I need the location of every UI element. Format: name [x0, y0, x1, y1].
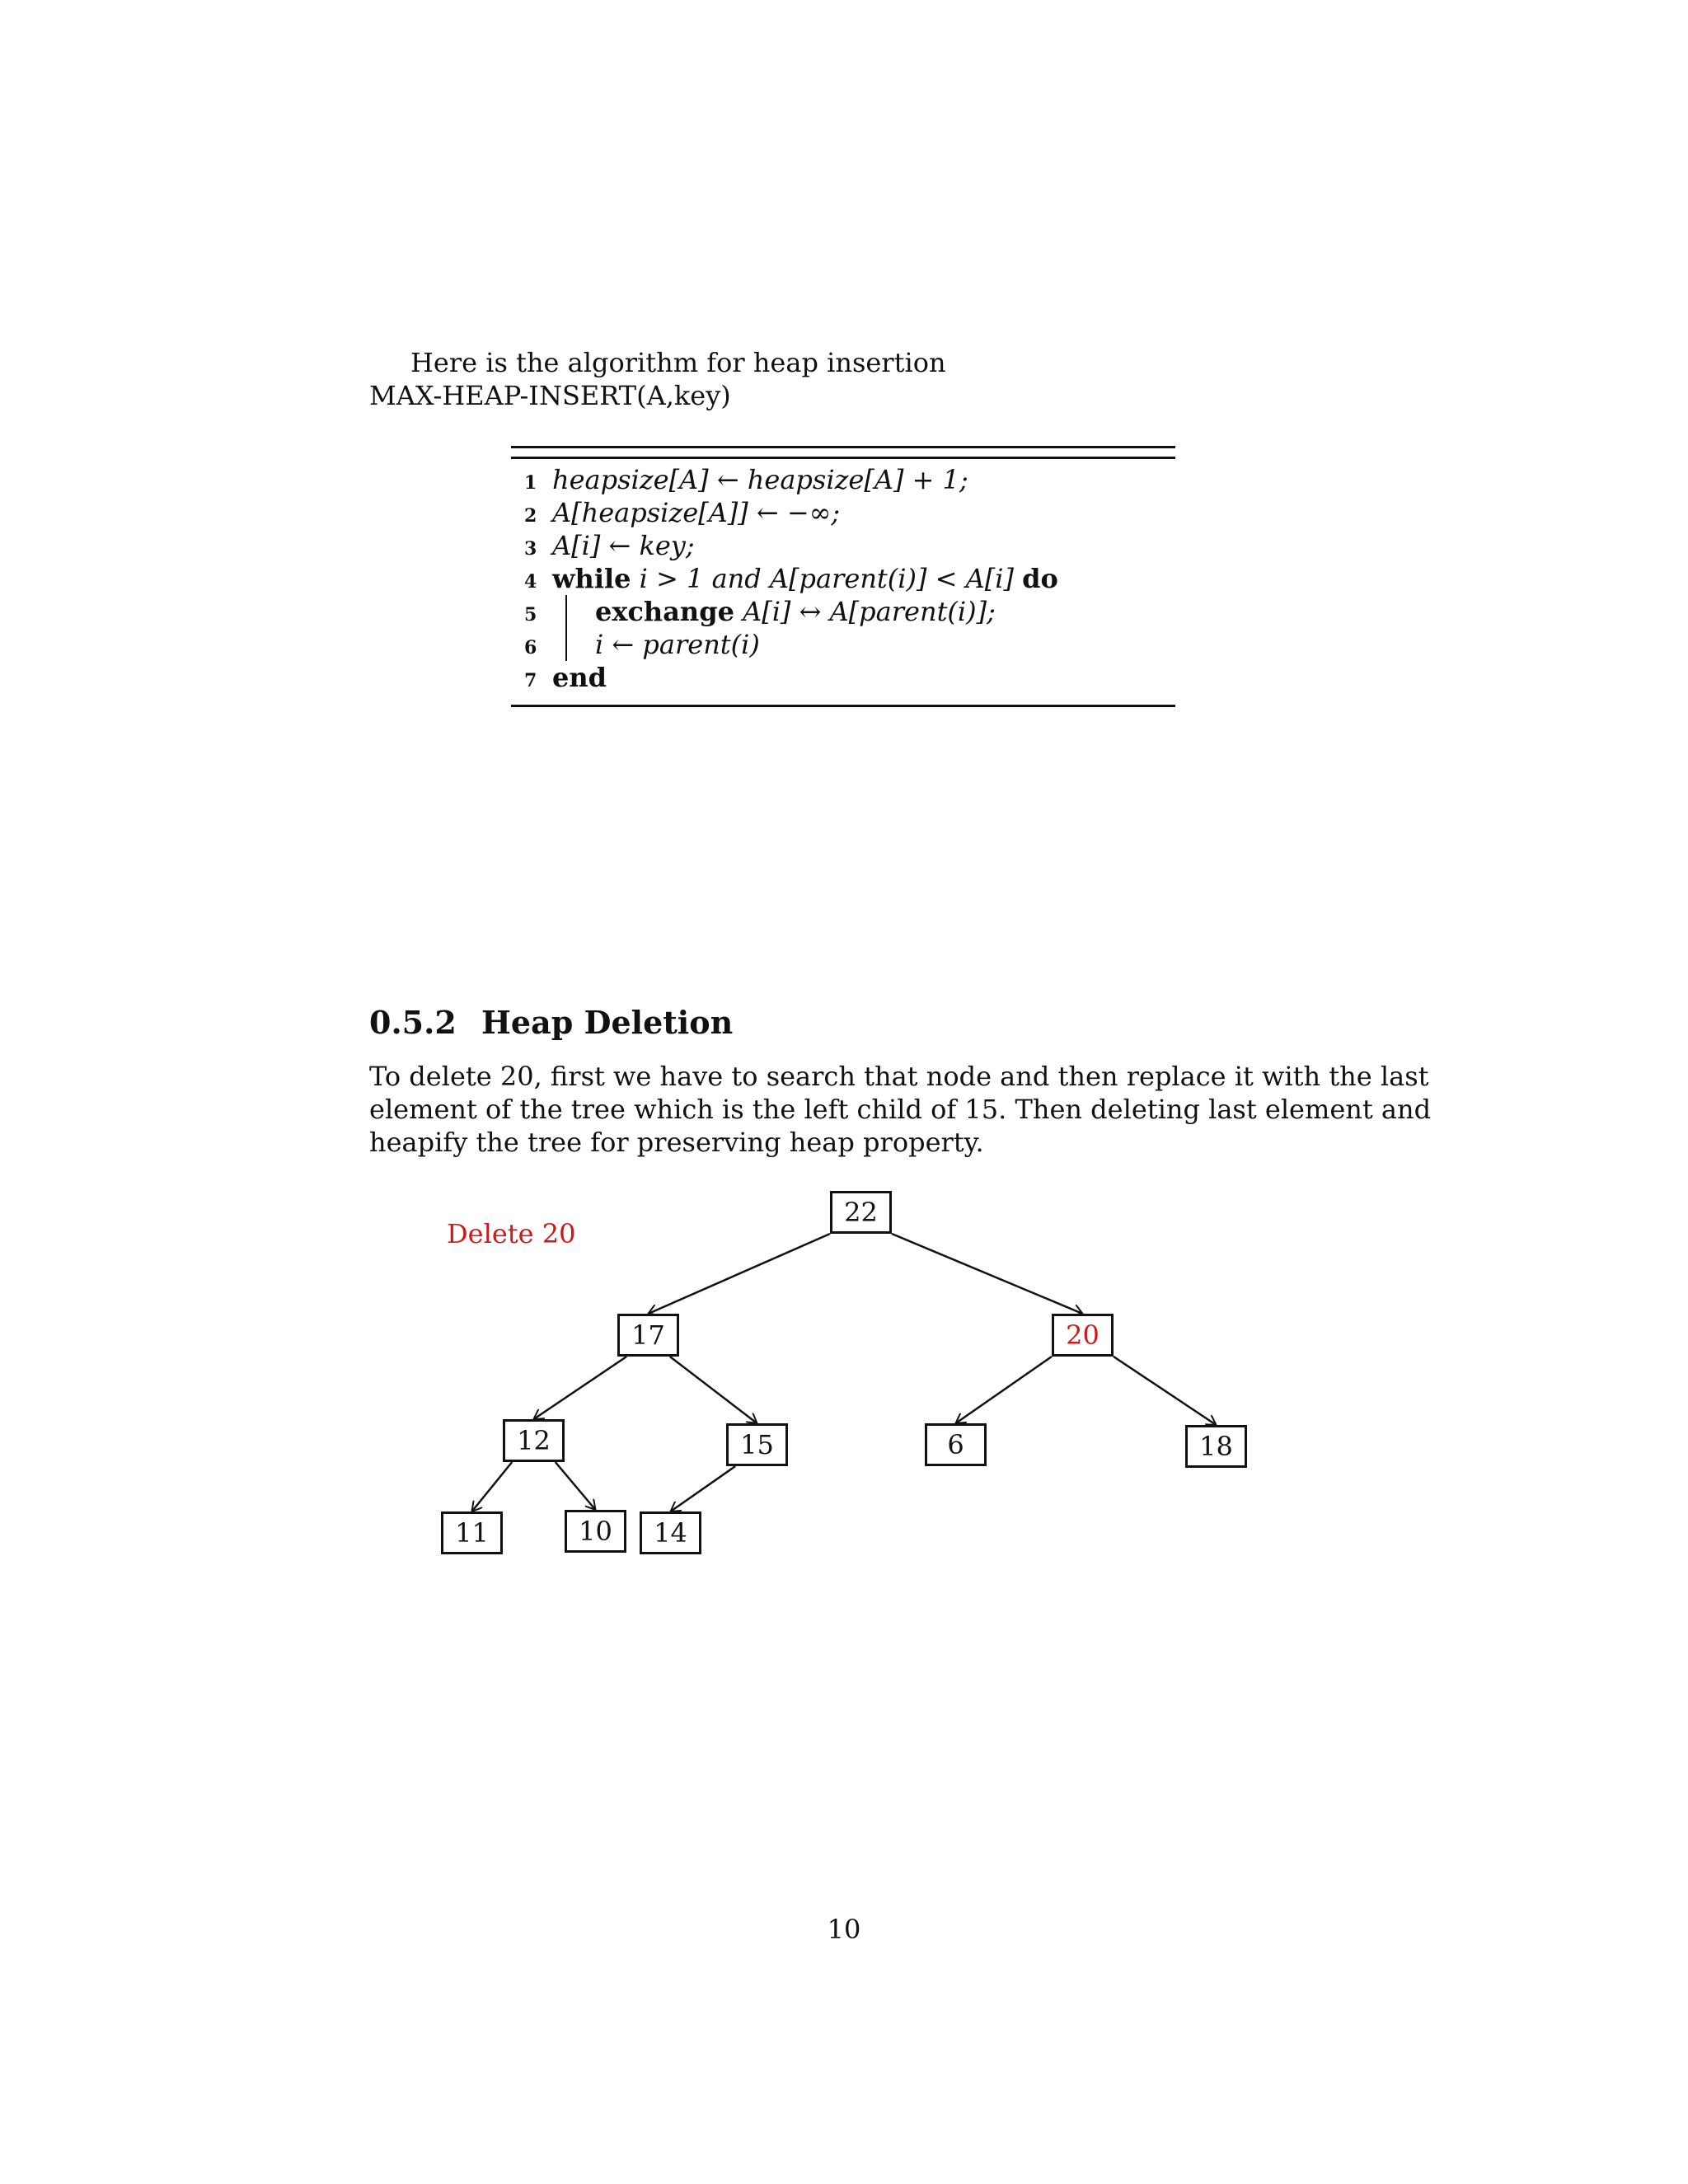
tree-node	[925, 1423, 987, 1466]
tree-node	[503, 1419, 565, 1462]
intro-line-2: MAX-HEAP-INSERT(A,key)	[369, 380, 731, 411]
line-code: i ← parent(i)	[595, 629, 760, 660]
node-value: 10	[579, 1516, 612, 1547]
node-value: 20	[1066, 1319, 1100, 1351]
line-code: A[i] ← key;	[552, 530, 695, 561]
keyword-end: end	[552, 662, 607, 693]
tree-node	[830, 1191, 892, 1234]
paragraph-line: heapify the tree for preserving heap property.	[369, 1127, 984, 1158]
tree-node	[640, 1511, 701, 1554]
line-number: 7	[524, 670, 537, 691]
keyword-exchange: exchange	[595, 596, 734, 627]
page-number: 10	[827, 1914, 861, 1945]
section-number: 0.5.2	[369, 1004, 457, 1041]
node-value: 18	[1199, 1431, 1233, 1462]
tree-node	[565, 1510, 626, 1553]
node-value: 22	[844, 1197, 878, 1228]
line-number: 5	[524, 604, 537, 626]
tree-node	[1185, 1425, 1247, 1468]
node-value: 12	[517, 1425, 551, 1456]
tree-edge-arrow	[671, 1466, 736, 1511]
tree-edge-arrow	[472, 1462, 513, 1511]
tree-edge-arrow	[892, 1234, 1083, 1314]
node-value: 15	[740, 1429, 774, 1460]
line-number: 6	[524, 637, 537, 658]
delete-label: Delete 20	[447, 1218, 576, 1249]
tree-edge-arrow	[649, 1234, 831, 1314]
tree-node	[441, 1511, 503, 1554]
section-title: Heap Deletion	[481, 1004, 734, 1041]
line-code: A[heapsize[A]] ← −∞;	[552, 497, 841, 528]
tree-edge-arrow	[534, 1357, 627, 1419]
paragraph-line: element of the tree which is the left child of 15. Then deleting last element and	[369, 1094, 1432, 1125]
node-value: 17	[631, 1319, 665, 1351]
line-number: 4	[524, 571, 537, 593]
line-number: 1	[524, 472, 537, 494]
tree-node	[617, 1314, 679, 1357]
tree-edge-arrow	[956, 1357, 1053, 1423]
line-number: 2	[524, 505, 537, 527]
line-code: A[i] ↔ A[parent(i)];	[743, 596, 996, 627]
tree-node-highlighted	[1052, 1314, 1114, 1357]
line-number: 3	[524, 538, 537, 560]
paragraph-line: To delete 20, first we have to search that node and then replace it with the last	[369, 1061, 1429, 1092]
node-value: 14	[654, 1517, 687, 1549]
tree-edge-arrow	[670, 1357, 757, 1423]
keyword-while: while	[552, 563, 631, 594]
line-code: i > 1 and A[parent(i)] < A[i]	[639, 563, 1014, 594]
node-value: 6	[947, 1429, 964, 1460]
tree-node	[726, 1423, 788, 1466]
node-value: 11	[455, 1517, 489, 1549]
tree-edge-arrow	[556, 1462, 596, 1510]
keyword-do: do	[1022, 563, 1058, 594]
tree-edge-arrow	[1114, 1357, 1217, 1425]
line-code: heapsize[A] ← heapsize[A] + 1;	[552, 464, 968, 495]
intro-line-1: Here is the algorithm for heap insertion	[410, 347, 946, 378]
